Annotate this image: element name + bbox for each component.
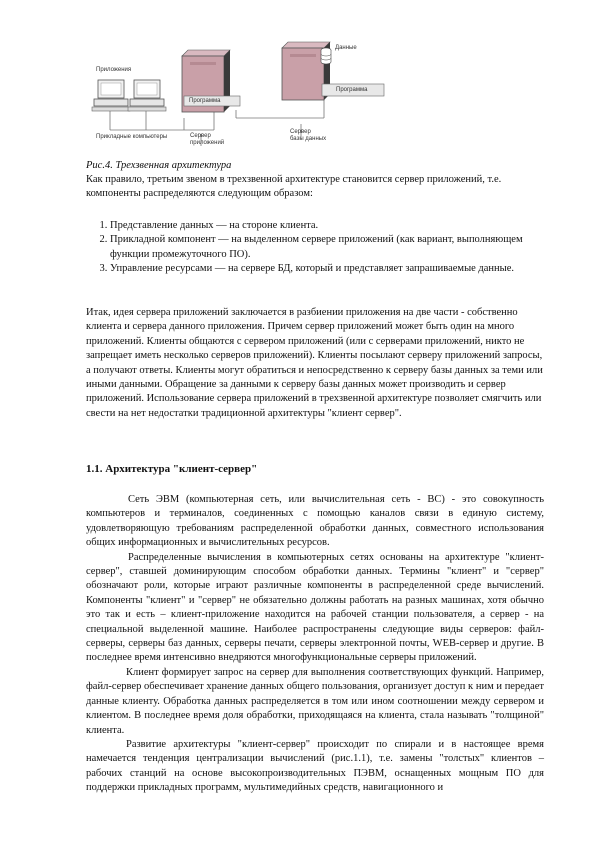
client-computer-2 (128, 80, 166, 111)
label-app-server: Сервер приложений (190, 133, 225, 146)
label-data: Данные (335, 45, 357, 51)
label-program-db: Программа (336, 87, 368, 93)
distribution-list (86, 219, 550, 277)
label-program-app: Программа (189, 98, 221, 104)
body-paragraph: Распределенные вычисления в компьютерных сетях основаны на архитектуре "клиент-сервер", ставшей доминирующим способом обработки данных. Термины "клиент" и "сервер" обозначают роли, которые играют различные компоненты в распределенной среде вычислений. Компоненты "клиент" и "сервер" не обязательно должны работать на разных машинах, хотя обычно это так и есть – клиент-приложение находится на рабочей станции пользователя, а сервер - на специальной выделенной машине. Наиболее распространены следующие виды серверов: файл-серверы, серверы баз данных, серверы печати, серверы электронной почты, WEB-сервер и другие. В последнее время интенсивно внедряются многофункциональные серверы приложений. (86, 551, 544, 664)
list-item: 3. Управление ресурсами — на сервере БД, который и представляет запрашиваемые данные. (110, 262, 550, 276)
body-paragraph: Сеть ЭВМ (компьютерная сеть, или вычислительная сеть - ВС) - это совокупность компьютеров и терминалов, соединенных с помощью каналов связи в единую систему, удовлетворяющую требованиям распределенной обработки данных, совместного использования общих информационных и вычислительных ресурсов. (86, 494, 544, 549)
label-applications: Приложения (96, 67, 132, 73)
list-item: 1. Представление данных — на стороне клиента. (110, 219, 550, 233)
section-heading: 1.1. Архитектура "клиент-сервер" (86, 463, 258, 475)
section-body (86, 493, 544, 796)
list-item: 2. Прикладной компонент — на выделенном сервере приложений (как вариант, выполняющем функции промежуточного ПО). (110, 233, 550, 262)
label-client-workstations: Прикладные компьютеры (96, 134, 168, 140)
intro-paragraph: Как правило, третьим звеном в трехзвенной архитектуре становится сервер приложений, т.е. компоненты распределяются следующим образом: (86, 174, 502, 200)
architecture-figure (86, 38, 406, 154)
client-computer-1 (92, 80, 130, 111)
label-db-server: Сервер базы данных (290, 129, 327, 142)
database-icon (321, 48, 331, 64)
body-paragraph: Клиент формирует запрос на сервер для выполнения соответствующих функций. Например, файл-сервер обеспечивает хранение данных общего пользования, организует доступ к ним и передает данные клиенту. Обработка данных распределяется в том или ином соотношении между сервером и клиентом. В последнее время доля обработки, приходящаяся на клиента, стала называть "толщиной" клиента. (86, 666, 544, 736)
app-server-paragraph: Итак, идея сервера приложений заключается в разбиении приложения на две части - собственно клиента и сервера данного приложения. Причем сервер приложений может быть один на много приложений. Клиенты общаются с сервером приложений (или с серверами приложений, никто не запрещает иметь несколько серверов приложений). Клиенты посылают серверу приложений запросы, а получают ответы. Клиенты могут обратиться и непосредственно к серверу базы данных за теми или иными данными. Обращение за данными к серверу базы данных может производить и сервер приложений. Использование сервера приложений в трехзвенной архитектуре позволяет смягчить или свести на нет недостатки традиционной архитектуры "клиент сервер". (86, 307, 543, 419)
figure-caption: Рис.4. Трехзвенная архитектура (86, 160, 232, 171)
body-paragraph: Развитие архитектуры "клиент-сервер" происходит по спирали и в настоящее время намечается тенденция централизации вычислений (рис.1.1), т.е. замены "толстых" клиентов – рабочих станций на основе высокопроизводительных ПЭВМ, оснащенных мощным ПО для поддержки прикладных программ, мультимедийных средств, навигационного и (86, 738, 544, 794)
